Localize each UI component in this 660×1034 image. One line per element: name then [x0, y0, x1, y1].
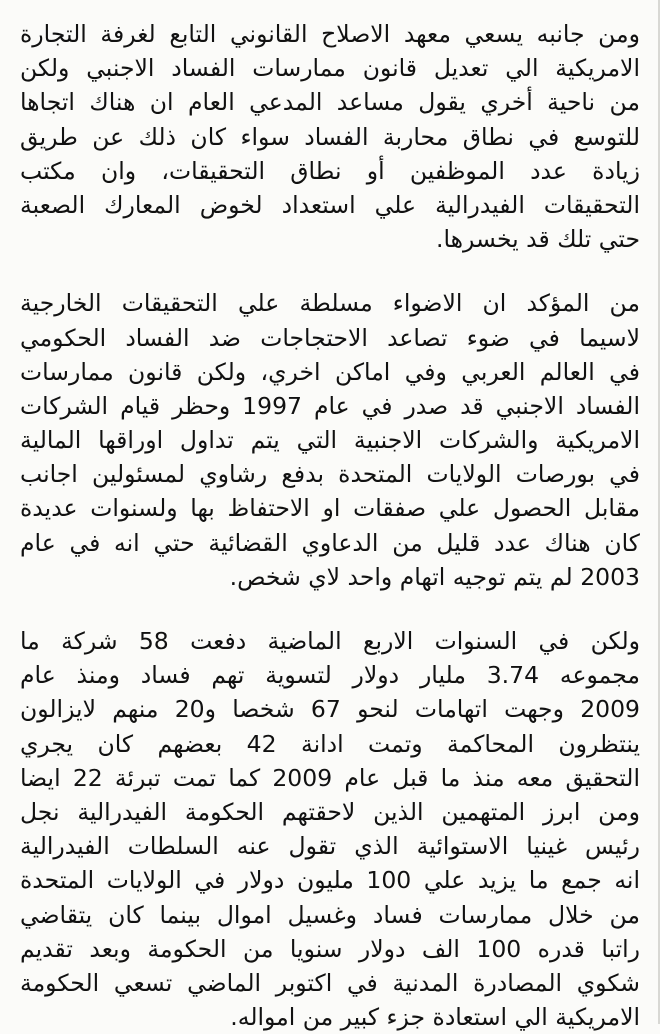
text-line: رئيس غينيا الاستوائية الذي تقول عنه السلطات الفيدرالية [20, 832, 640, 861]
paragraph-2 [20, 286, 640, 594]
paragraph-1 [20, 17, 640, 256]
text-line: ومن جانبه يسعي معهد الاصلاح القانوني التابع لغرفة التجارة [20, 20, 640, 48]
text-line: 2003 لم يتم توجيه اتهام واحد لاي شخص. [229, 562, 640, 591]
text-line: في بورصات الولايات المتحدة بدفع رشاوي لمسئولين اجانب [20, 460, 640, 489]
text-line: حتي تلك قد يخسرها. [436, 225, 640, 254]
text-line: ينتظرون المحاكمة وتمت ادانة 42 بعضهم كان يجري [20, 729, 640, 758]
paragraph-spacer [20, 256, 640, 286]
text-line: مجموعه 3.74 مليار دولار لتسوية تهم فساد ومنذ عام [20, 661, 640, 690]
text-line: ومن ابرز المتهمين الذين لاحقتهم الحكومة الفيدرالية نجل [20, 797, 640, 826]
text-line: انه جمع ما يزيد علي 100 مليون دولار في الولايات المتحدة [20, 866, 640, 895]
paragraph-spacer [20, 594, 640, 624]
text-line: زيادة عدد الموظفين أو نطاق التحقيقات، وان مكتب [20, 156, 640, 185]
text-line: كان هناك عدد قليل من الدعاوي القضائية حتي انه في عام [20, 528, 640, 557]
text-line: راتبا قدره 100 الف دولار سنويا من الحكومة وبعد تقديم [20, 934, 640, 963]
text-line: من المؤكد ان الاضواء مسلطة علي التحقيقات الخارجية [20, 289, 640, 318]
text-line: من خلال ممارسات فساد وغسيل اموال بينما كان يتقاضي [20, 900, 640, 929]
text-line: التحقيق معه منذ ما قبل عام 2009 كما تمت تبرئة 22 ايضا [20, 763, 640, 792]
text-line: للتوسع في نطاق محاربة الفساد سواء كان ذلك عن طريق [20, 122, 640, 151]
text-line: في العالم العربي وفي اماكن اخري، ولكن قانون ممارسات [20, 357, 640, 386]
text-line: الفساد الاجنبي قد صدر في عام 1997 وحظر قيام الشركات [20, 391, 640, 420]
text-line: ولكن في السنوات الاربع الماضية دفعت 58 شركة ما [20, 627, 640, 655]
text-line: لاسيما في ضوء تصاعد الاحتجاجات ضد الفساد الحكومي [20, 323, 640, 352]
text-line: مقابل الحصول علي صفقات او الاحتفاظ بها ولسنوات عديدة [20, 494, 640, 523]
text-line: الامريكية والشركات الاجنبية التي يتم تداول اوراقها المالية [20, 426, 640, 455]
text-line: من ناحية أخري يقول مساعد المدعي العام ان هناك اتجاها [20, 88, 640, 117]
text-line: الامريكية الي تعديل قانون ممارسات الفساد الاجنبي ولكن [20, 54, 640, 83]
paragraph-3 [20, 624, 640, 1034]
text-line: شكوي المصادرة المدنية في اكتوبر الماضي تسعي الحكومة [20, 968, 640, 997]
text-line: التحقيقات الفيدرالية علي استعداد لخوض المعارك الصعبة [20, 190, 640, 219]
text-line: الامريكية الي استعادة جزء كبير من امواله. [230, 1003, 640, 1032]
text-line: 2009 وجهت اتهامات لنحو 67 شخصا و20 منهم لايزالون [20, 695, 640, 724]
